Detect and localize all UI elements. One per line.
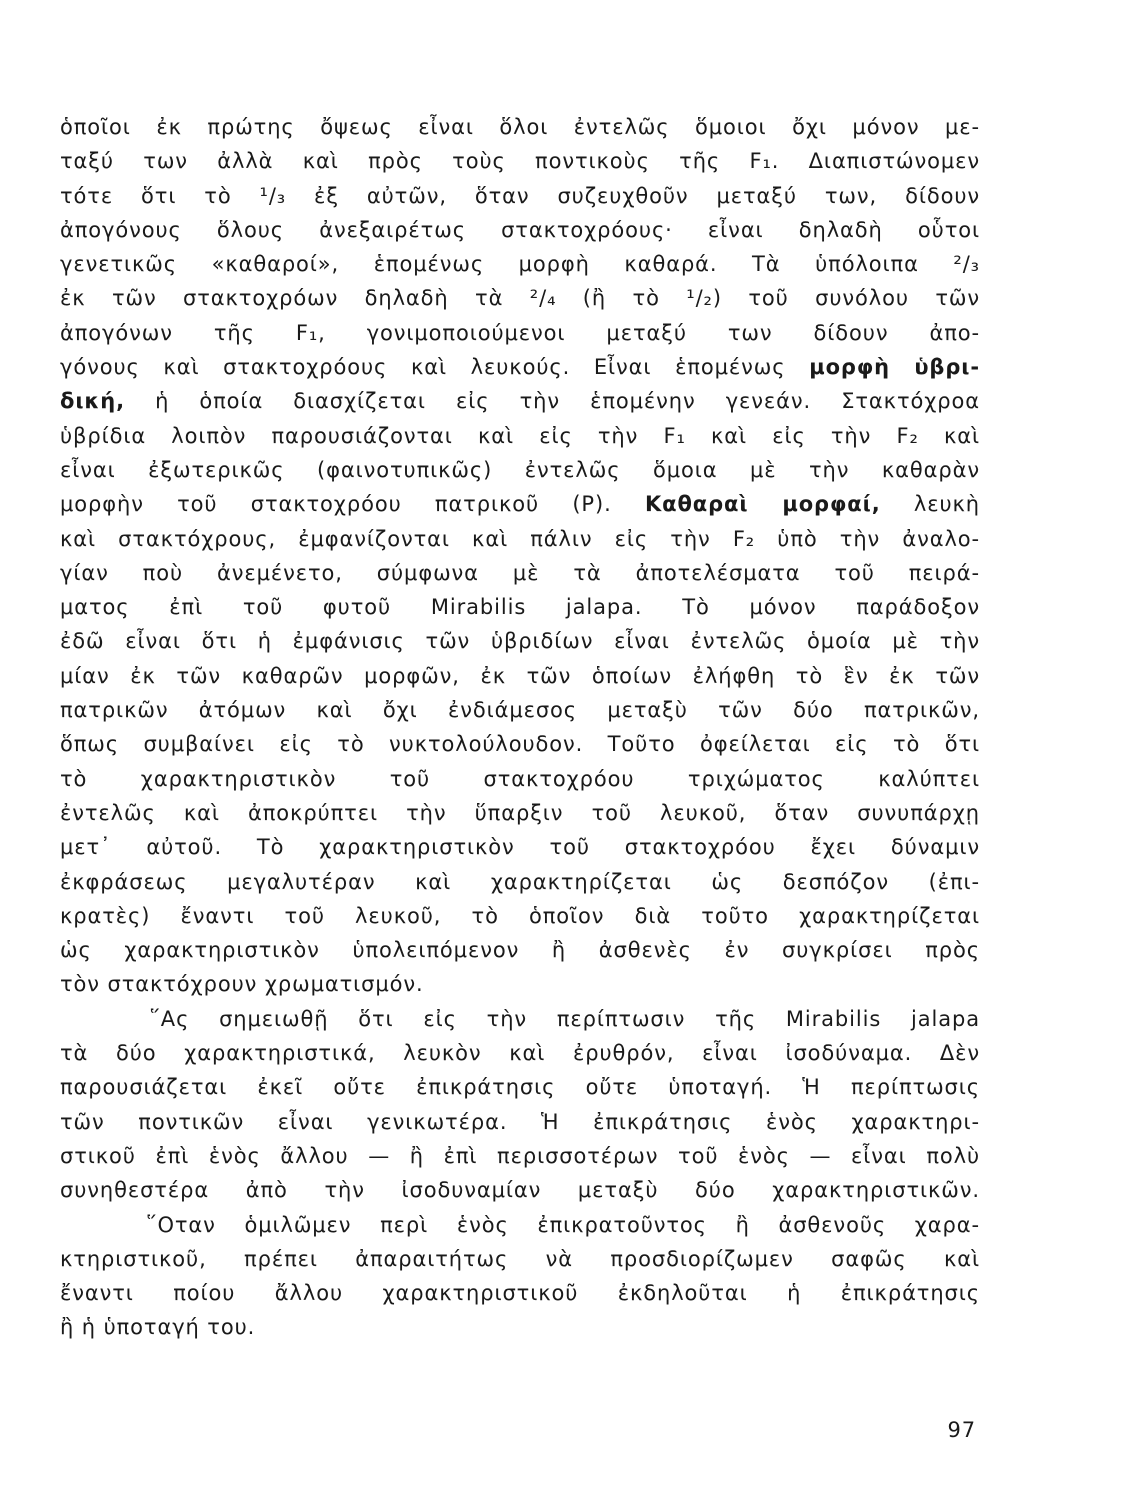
- text-line: [60, 556, 980, 590]
- text-line: [60, 1105, 980, 1139]
- text-line: [60, 144, 980, 178]
- text-line: [60, 967, 980, 1001]
- line-text: ἐκφράσεως μεγαλυτέραν καὶ χαρακτηρίζεται ὡς δεσπόζον (ἐπι-: [60, 869, 980, 894]
- text-line: [60, 590, 980, 624]
- line-text: γίαν ποὺ ἀνεμένετο, σύμφωνα μὲ τὰ ἀποτελέσματα τοῦ πειρά-: [60, 560, 980, 585]
- text-line: [60, 281, 980, 315]
- text-line: [60, 1242, 980, 1276]
- line-text: τότε ὅτι τὸ ¹/₃ ἐξ αὐτῶν, ὅταν συζευχθοῦν μεταξύ των, δίδουν: [60, 183, 980, 208]
- line-text: στικοῦ ἐπὶ ἑνὸς ἄλλου — ἢ ἐπὶ περισσοτέρων τοῦ ἑνὸς — εἶναι πολὺ: [60, 1143, 980, 1168]
- text-line: [60, 727, 980, 761]
- text-line: [60, 1002, 980, 1036]
- line-text: εἶναι ἐξωτερικῶς (φαινοτυπικῶς) ἐντελῶς ὅμοια μὲ τὴν καθαρὰν: [60, 457, 980, 482]
- line-text: ματος ἐπὶ τοῦ φυτοῦ Mirabilis jalapa. Τὸ μόνον παράδοξον: [60, 595, 980, 620]
- line-text: παρουσιάζεται ἐκεῖ οὔτε ἐπικράτησις οὔτε ὑποταγή. Ἡ περίπτωσις: [60, 1075, 980, 1100]
- body-text: [60, 110, 980, 1345]
- text-line: [60, 933, 980, 967]
- text-line: [60, 419, 980, 453]
- text-line: [60, 796, 980, 830]
- line-text: μετ᾽ αὐτοῦ. Τὸ χαρακτηριστικὸν τοῦ στακτοχρόου ἔχει δύναμιν: [60, 835, 980, 860]
- text-line: [60, 830, 980, 864]
- line-text: ῞Οταν ὁμιλῶμεν περὶ ἑνὸς ἐπικρατοῦντος ἢ ἀσθενοῦς χαρα-: [60, 1212, 980, 1237]
- line-text: ταξύ των ἀλλὰ καὶ πρὸς τοὺς ποντικοὺς τῆς F₁. Διαπιστώνομεν: [60, 149, 980, 174]
- line-text: τὸν στακτόχρουν χρωματισμόν.: [60, 972, 424, 997]
- text-line: [60, 693, 980, 727]
- line-text: ὡς χαρακτηριστικὸν ὑπολειπόμενον ἢ ἀσθενὲς ἐν συγκρίσει πρὸς: [60, 938, 980, 963]
- text-line: [60, 1070, 980, 1104]
- text-line: [60, 1139, 980, 1173]
- line-text: κτηριστικοῦ, πρέπει ἀπαραιτήτως νὰ προσδιορίζωμεν σαφῶς καὶ: [60, 1246, 980, 1271]
- line-text: καὶ στακτόχρους, ἐμφανίζονται καὶ πάλιν εἰς τὴν F₂ ὑπὸ τὴν ἀναλο-: [60, 526, 980, 551]
- bold-term: δική,: [60, 389, 125, 414]
- text-line: [60, 453, 980, 487]
- line-text: τὸ χαρακτηριστικὸν τοῦ στακτοχρόου τριχώματος καλύπτει: [60, 766, 980, 791]
- line-text: γενετικῶς «καθαροί», ἑπομένως μορφὴ καθαρά. Τὰ ὑπόλοιπα ²/₃: [60, 252, 980, 277]
- text-line: [60, 1036, 980, 1070]
- text-line: [60, 762, 980, 796]
- text-line: [60, 1276, 980, 1310]
- text-line: [60, 316, 980, 350]
- line-text: γόνους καὶ στακτοχρόους καὶ λευκούς. Εἶναι ἑπομένως: [60, 355, 786, 380]
- line-text: ἐντελῶς καὶ ἀποκρύπτει τὴν ὕπαρξιν τοῦ λευκοῦ, ὅταν συνυπάρχῃ: [60, 800, 980, 825]
- text-line: [60, 247, 980, 281]
- text-line: [60, 487, 980, 521]
- text-line: [60, 899, 980, 933]
- line-text: ῞Ας σημειωθῇ ὅτι εἰς τὴν περίπτωσιν τῆς Mirabilis jalapa: [60, 1006, 980, 1031]
- text-line: [60, 865, 980, 899]
- text-line: [60, 1173, 980, 1207]
- line-text: κρατὲς) ἔναντι τοῦ λευκοῦ, τὸ ὁποῖον διὰ τοῦτο χαρακτηρίζεται: [60, 903, 980, 928]
- text-line: [60, 522, 980, 556]
- line-text: ἢ ἡ ὑποταγή του.: [60, 1315, 256, 1340]
- text-line: [60, 1310, 980, 1344]
- line-text: πατρικῶν ἀτόμων καὶ ὄχι ἐνδιάμεσος μεταξὺ τῶν δύο πατρικῶν,: [60, 698, 980, 723]
- line-text: ἡ ὁποία διασχίζεται εἰς τὴν ἑπομένην γενεάν. Στακτόχροα: [155, 389, 980, 414]
- line-text: τὰ δύο χαρακτηριστικά, λευκὸν καὶ ἐρυθρόν, εἶναι ἰσοδύναμα. Δὲν: [60, 1041, 980, 1066]
- text-line: [60, 213, 980, 247]
- text-line: [60, 624, 980, 658]
- text-line: [60, 1208, 980, 1242]
- text-line: [60, 179, 980, 213]
- text-line: [60, 384, 980, 418]
- line-text: ὁποῖοι ἐκ πρώτης ὄψεως εἶναι ὅλοι ἐντελῶς ὅμοιοι ὄχι μόνον με-: [60, 115, 980, 139]
- line-text: συνηθεστέρα ἀπὸ τὴν ἰσοδυναμίαν μεταξὺ δύο χαρακτηριστικῶν.: [60, 1178, 980, 1203]
- line-tail: λευκὴ: [913, 492, 981, 517]
- text-line: [60, 110, 980, 144]
- bold-term: μορφὴ ὑβρι-: [809, 355, 980, 380]
- line-text: ἀπογόνων τῆς F₁, γονιμοποιούμενοι μεταξύ των δίδουν ἀπο-: [60, 320, 980, 345]
- text-line: [60, 350, 980, 384]
- bold-term: Καθαραὶ μορφαί,: [644, 492, 881, 517]
- line-text: μίαν ἐκ τῶν καθαρῶν μορφῶν, ἐκ τῶν ὁποίων ἐλήφθη τὸ ἓν ἐκ τῶν: [60, 663, 980, 688]
- text-line: [60, 659, 980, 693]
- line-text: τῶν ποντικῶν εἶναι γενικωτέρα. Ἡ ἐπικράτησις ἑνὸς χαρακτηρι-: [60, 1109, 980, 1134]
- line-text: ἔναντι ποίου ἄλλου χαρακτηριστικοῦ ἐκδηλοῦται ἡ ἐπικράτησις: [60, 1281, 980, 1306]
- line-text: ἐκ τῶν στακτοχρόων δηλαδὴ τὰ ²/₄ (ἢ τὸ ¹/₂) τοῦ συνόλου τῶν: [60, 286, 980, 311]
- line-text: ὑβρίδια λοιπὸν παρουσιάζονται καὶ εἰς τὴν F₁ καὶ εἰς τὴν F₂ καὶ: [60, 423, 980, 448]
- line-text: ἐδῶ εἶναι ὅτι ἡ ἐμφάνισις τῶν ὑβριδίων εἶναι ἐντελῶς ὁμοία μὲ τὴν: [60, 629, 980, 654]
- line-text: ὅπως συμβαίνει εἰς τὸ νυκτολούλουδον. Τοῦτο ὀφείλεται εἰς τὸ ὅτι: [60, 732, 980, 757]
- line-text: μορφὴν τοῦ στακτοχρόου πατρικοῦ (P).: [60, 492, 612, 517]
- line-text: ἀπογόνους ὅλους ἀνεξαιρέτως στακτοχρόους· εἶναι δηλαδὴ οὗτοι: [60, 217, 980, 242]
- page-number: 97: [947, 1418, 976, 1442]
